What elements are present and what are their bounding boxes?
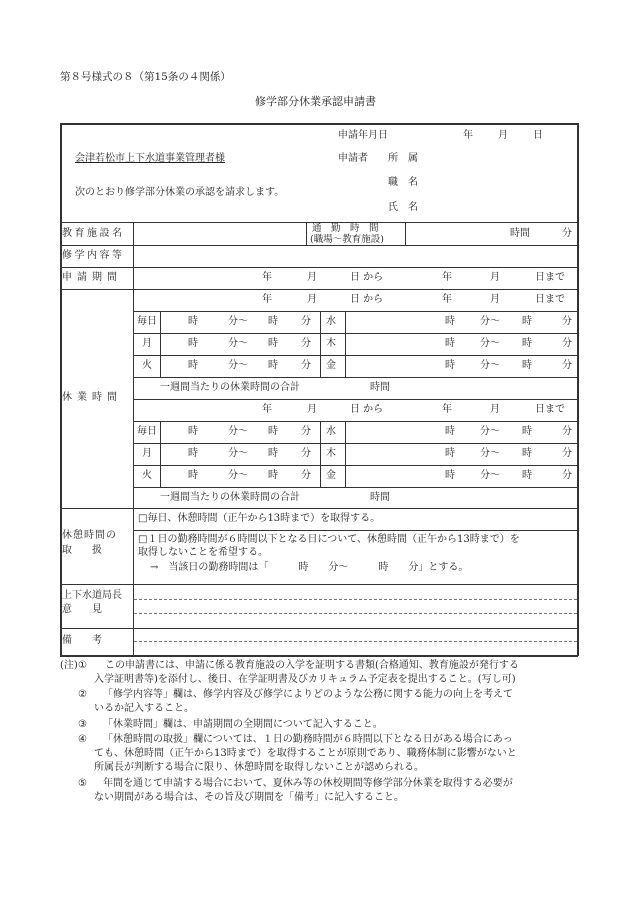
commute-hours-unit: 時間 [510, 228, 530, 239]
hour-unit: 時 [522, 360, 532, 371]
hour-unit: 時 [445, 360, 455, 371]
block1-end-month: 月 [490, 294, 500, 305]
note-4-number: ④ [78, 734, 87, 745]
note-2-number: ② [78, 689, 87, 700]
form-number: 第８号様式の８（第15条の４関係） [60, 71, 231, 83]
facility-label: 教育施設名 [62, 228, 125, 239]
minute-unit: 分 [562, 470, 572, 481]
minute-tilde-unit: 分～ [480, 360, 500, 371]
minute-tilde-unit: 分～ [480, 470, 500, 481]
notes-prefix: (注) [60, 660, 78, 671]
hour-unit: 時 [268, 426, 278, 437]
note-4-line2: ても、休憩時間（正午から13時まで）を取得することが原則であり、職務体制に影響がないと [94, 748, 517, 759]
minute-unit: 分 [301, 338, 311, 349]
application-date-month: 月 [498, 130, 508, 141]
day-label-daily: 毎日 [137, 316, 157, 327]
application-date-year: 年 [463, 130, 473, 141]
hour-unit: 時 [268, 316, 278, 327]
remarks-label: 備 考 [62, 635, 102, 646]
minute-unit: 分 [562, 448, 572, 459]
minute-tilde-unit: 分～ [228, 360, 248, 371]
break-handling-label-line2: 取 扱 [62, 545, 102, 556]
hour-unit: 時 [188, 360, 198, 371]
minute-unit: 分 [562, 338, 572, 349]
note-1-line2: 入学証明書等)を添付し、後日、在学証明書及びカリキュラム予定表を提出すること。(写し可) [94, 674, 516, 685]
block1-end-year: 年 [442, 294, 452, 305]
weekly-total-hours-unit: 時間 [370, 492, 390, 503]
hour-unit: 時 [268, 470, 278, 481]
minute-tilde-unit: 分～ [228, 316, 248, 327]
hour-unit: 時 [445, 470, 455, 481]
day-label-monday: 月 [142, 448, 152, 459]
minute-unit: 分 [301, 316, 311, 327]
weekly-total-label: 一週間当たりの休業時間の合計 [160, 492, 300, 503]
break-option-daily[interactable]: □毎日、休憩時間（正午から13時まで）を取得する。 [138, 513, 381, 524]
note-1-line1: この申請書には、申請に係る教育施設の入学を証明する書類(合格通知、教育施設が発行する [105, 660, 519, 671]
commute-minutes-unit: 分 [562, 228, 572, 239]
break-option-waive-line2: 取得しないことを希望する。 [138, 547, 268, 558]
minute-unit: 分 [301, 470, 311, 481]
block2-end-month: 月 [490, 404, 500, 415]
name-label: 氏 名 [388, 202, 418, 213]
hour-unit: 時 [522, 470, 532, 481]
day-label-thursday: 木 [326, 338, 336, 349]
note-2-line1: 「修学内容等」欄は、修学内容及び修学によりどのような公務に関する能力の向上を考えて [103, 689, 513, 700]
application-date-day: 日 [533, 130, 543, 141]
hour-unit: 時 [268, 448, 278, 459]
block2-start-day-from: 日 から [350, 404, 384, 415]
note-4-line3: 所属長が判断する場合に限り、休憩時間を取得しないことが認められる。 [94, 762, 424, 773]
day-label-daily: 毎日 [137, 426, 157, 437]
block2-start-month: 月 [307, 404, 317, 415]
minute-tilde-unit: 分～ [228, 338, 248, 349]
period-start-day-from: 日 から [350, 272, 384, 283]
block1-start-year: 年 [262, 294, 272, 305]
hour-unit: 時 [445, 426, 455, 437]
hour-unit: 時 [268, 360, 278, 371]
day-label-tuesday: 火 [142, 360, 152, 371]
commute-sublabel: (職場～教育施設) [310, 234, 384, 245]
director-opinion-label-line2: 意 見 [62, 604, 102, 615]
hour-unit: 時 [445, 316, 455, 327]
leave-time-label: 休業時間 [62, 392, 122, 403]
position-label: 職 名 [388, 177, 418, 188]
block1-end-day-until: 日まで [535, 294, 565, 305]
minute-unit: 分 [562, 426, 572, 437]
minute-tilde-unit: 分～ [480, 338, 500, 349]
addressee: 会津若松市上下水道事業管理者様 [75, 153, 225, 164]
hour-unit: 時 [188, 470, 198, 481]
minute-tilde-unit: 分～ [480, 448, 500, 459]
hour-unit: 時 [268, 338, 278, 349]
period-end-day-until: 日まで [535, 272, 565, 283]
block1-start-day-from: 日 から [350, 294, 384, 305]
period-end-month: 月 [490, 272, 500, 283]
break-option-work-hours: → 当該日の勤務時間は「 時 分～ 時 分」とする。 [150, 562, 469, 573]
period-start-year: 年 [262, 272, 272, 283]
block2-end-year: 年 [442, 404, 452, 415]
minute-unit: 分 [301, 448, 311, 459]
hour-unit: 時 [522, 426, 532, 437]
minute-tilde-unit: 分～ [480, 316, 500, 327]
hour-unit: 時 [445, 448, 455, 459]
block1-start-month: 月 [307, 294, 317, 305]
period-start-month: 月 [307, 272, 317, 283]
application-date-label: 申請年月日 [338, 130, 388, 141]
hour-unit: 時 [188, 316, 198, 327]
hour-unit: 時 [522, 316, 532, 327]
note-3-line1: 「休業時間」欄は、申請期間の全期間について記入すること。 [103, 719, 383, 730]
note-5-line1: 年間を通じて申請する場合において、夏休み等の休校期間等修学部分休業を取得する必要が [103, 778, 513, 789]
hour-unit: 時 [188, 448, 198, 459]
hour-unit: 時 [445, 338, 455, 349]
hour-unit: 時 [188, 338, 198, 349]
weekly-total-label: 一週間当たりの休業時間の合計 [160, 382, 300, 393]
day-label-thursday: 木 [326, 448, 336, 459]
commute-label: 通 勤 時 間 [312, 223, 379, 234]
affiliation-label: 所 属 [388, 153, 418, 164]
minute-tilde-unit: 分～ [228, 448, 248, 459]
director-opinion-label-line1: 上下水道局長 [62, 590, 122, 601]
form-title: 修学部分休業承認申請書 [255, 95, 376, 108]
period-end-year: 年 [442, 272, 452, 283]
block2-end-day-until: 日まで [535, 404, 565, 415]
request-statement: 次のとおり修学部分休業の承認を請求します。 [75, 187, 285, 198]
break-handling-label-line1: 休憩時間の [62, 530, 117, 541]
hour-unit: 時 [188, 426, 198, 437]
break-option-waive-line1[interactable]: □１日の勤務時間が６時間以下となる日について、休憩時間（正午から13時まで）を [138, 534, 520, 545]
applicant-label: 申請者 [338, 153, 368, 164]
study-content-label: 修学内容等 [62, 250, 125, 261]
day-label-tuesday: 火 [142, 470, 152, 481]
note-5-number: ⑤ [78, 778, 87, 789]
note-4-line1: 「休憩時間の取扱」欄については、１日の勤務時間が６時間以下となる日がある場合にあっ [103, 734, 513, 745]
application-period-label: 申請期間 [62, 272, 122, 283]
minute-unit: 分 [301, 426, 311, 437]
note-3-number: ③ [78, 719, 87, 730]
minute-tilde-unit: 分～ [228, 426, 248, 437]
day-label-friday: 金 [326, 470, 336, 481]
hour-unit: 時 [522, 448, 532, 459]
note-1-number: ① [78, 660, 87, 671]
block2-start-year: 年 [262, 404, 272, 415]
day-label-wednesday: 水 [326, 316, 336, 327]
weekly-total-hours-unit: 時間 [370, 382, 390, 393]
minute-unit: 分 [562, 316, 572, 327]
day-label-wednesday: 水 [326, 426, 336, 437]
note-5-line2: ない期間がある場合は、その旨及び期間を「備考」に記入すること。 [94, 792, 404, 803]
minute-tilde-unit: 分～ [228, 470, 248, 481]
day-label-monday: 月 [142, 338, 152, 349]
minute-unit: 分 [562, 360, 572, 371]
minute-tilde-unit: 分～ [480, 426, 500, 437]
minute-unit: 分 [301, 360, 311, 371]
day-label-friday: 金 [326, 360, 336, 371]
hour-unit: 時 [522, 338, 532, 349]
note-2-line2: いるか記入すること。 [94, 703, 194, 714]
